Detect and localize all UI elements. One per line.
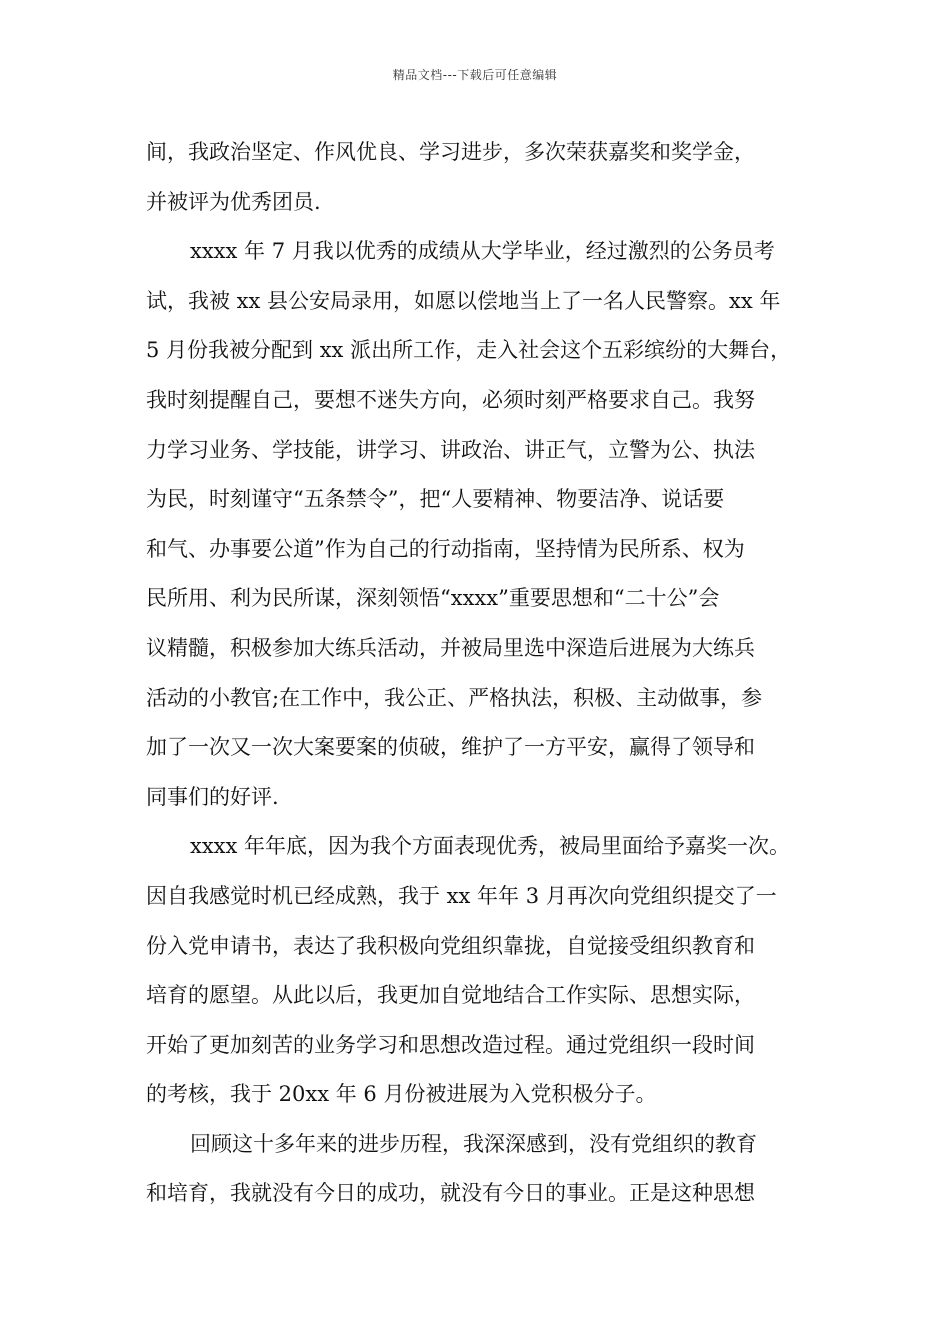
text-line: 5 月份我被分配到 xx 派出所工作，走入社会这个五彩缤纷的大舞台， <box>146 338 792 363</box>
text-line: 议精髓，积极参加大练兵活动，并被局里选中深造后进展为大练兵 <box>146 635 755 660</box>
text-line: 培育的愿望。从此以后，我更加自觉地结合工作实际、思想实际， <box>146 983 755 1008</box>
text-line: 间，我政治坚定、作风优良、学习进步，多次荣获嘉奖和奖学金， <box>146 140 755 164</box>
text-line: 的考核，我于 20xx 年 6 月份被进展为入党积极分子。 <box>146 1082 657 1107</box>
text-line: 加了一次又一次大案要案的侦破，维护了一方平安，赢得了领导和 <box>146 735 755 760</box>
text-line: 民所用、利为民所谋，深刻领悟“xxxx”重要思想和“二十公”会 <box>146 586 720 611</box>
paragraph <box>146 128 816 227</box>
paragraph <box>146 227 816 822</box>
paragraph <box>146 1120 816 1219</box>
text-line: 我时刻提醒自己，要想不迷失方向，必须时刻严格要求自己。我努 <box>146 387 755 412</box>
page-header: 精品文档---下载后可任意编辑 <box>392 68 558 82</box>
text-line: xxxx 年年底，因为我个方面表现优秀，被局里面给予嘉奖一次。 <box>190 834 791 859</box>
text-line: 为民，时刻谨守“五条禁令”，把“人要精神、物要洁净、说话要 <box>146 487 725 512</box>
text-line: 因自我感觉时机已经成熟，我于 xx 年年 3 月再次向党组织提交了一 <box>146 883 777 908</box>
text-line: 试，我被 xx 县公安局录用，如愿以偿地当上了一名人民警察。xx 年 <box>146 288 781 313</box>
text-line: 力学习业务、学技能，讲学习、讲政治、讲正气，立警为公、执法 <box>146 437 755 462</box>
text-line: 开始了更加刻苦的业务学习和思想改造过程。通过党组织一段时间 <box>146 1032 755 1057</box>
text-line: 和培育，我就没有今日的成功，就没有今日的事业。正是这种思想 <box>146 1181 755 1206</box>
text-line: 同事们的好评. <box>146 784 279 809</box>
text-line: 活动的小教官;在工作中，我公正、严格执法，积极、主动做事，参 <box>146 685 763 710</box>
text-line: 和气、办事要公道”作为自己的行动指南，坚持情为民所系、权为 <box>146 536 745 561</box>
text-line: 并被评为优秀团员. <box>146 189 321 214</box>
text-line: 回顾这十多年来的进步历程，我深深感到，没有党组织的教育 <box>190 1131 757 1156</box>
document-body <box>146 128 816 1219</box>
text-line: 份入党申请书，表达了我积极向党组织靠拢，自觉接受组织教育和 <box>146 933 755 958</box>
text-line: xxxx 年 7 月我以优秀的成绩从大学毕业，经过激烈的公务员考 <box>190 239 775 264</box>
paragraph <box>146 822 816 1120</box>
